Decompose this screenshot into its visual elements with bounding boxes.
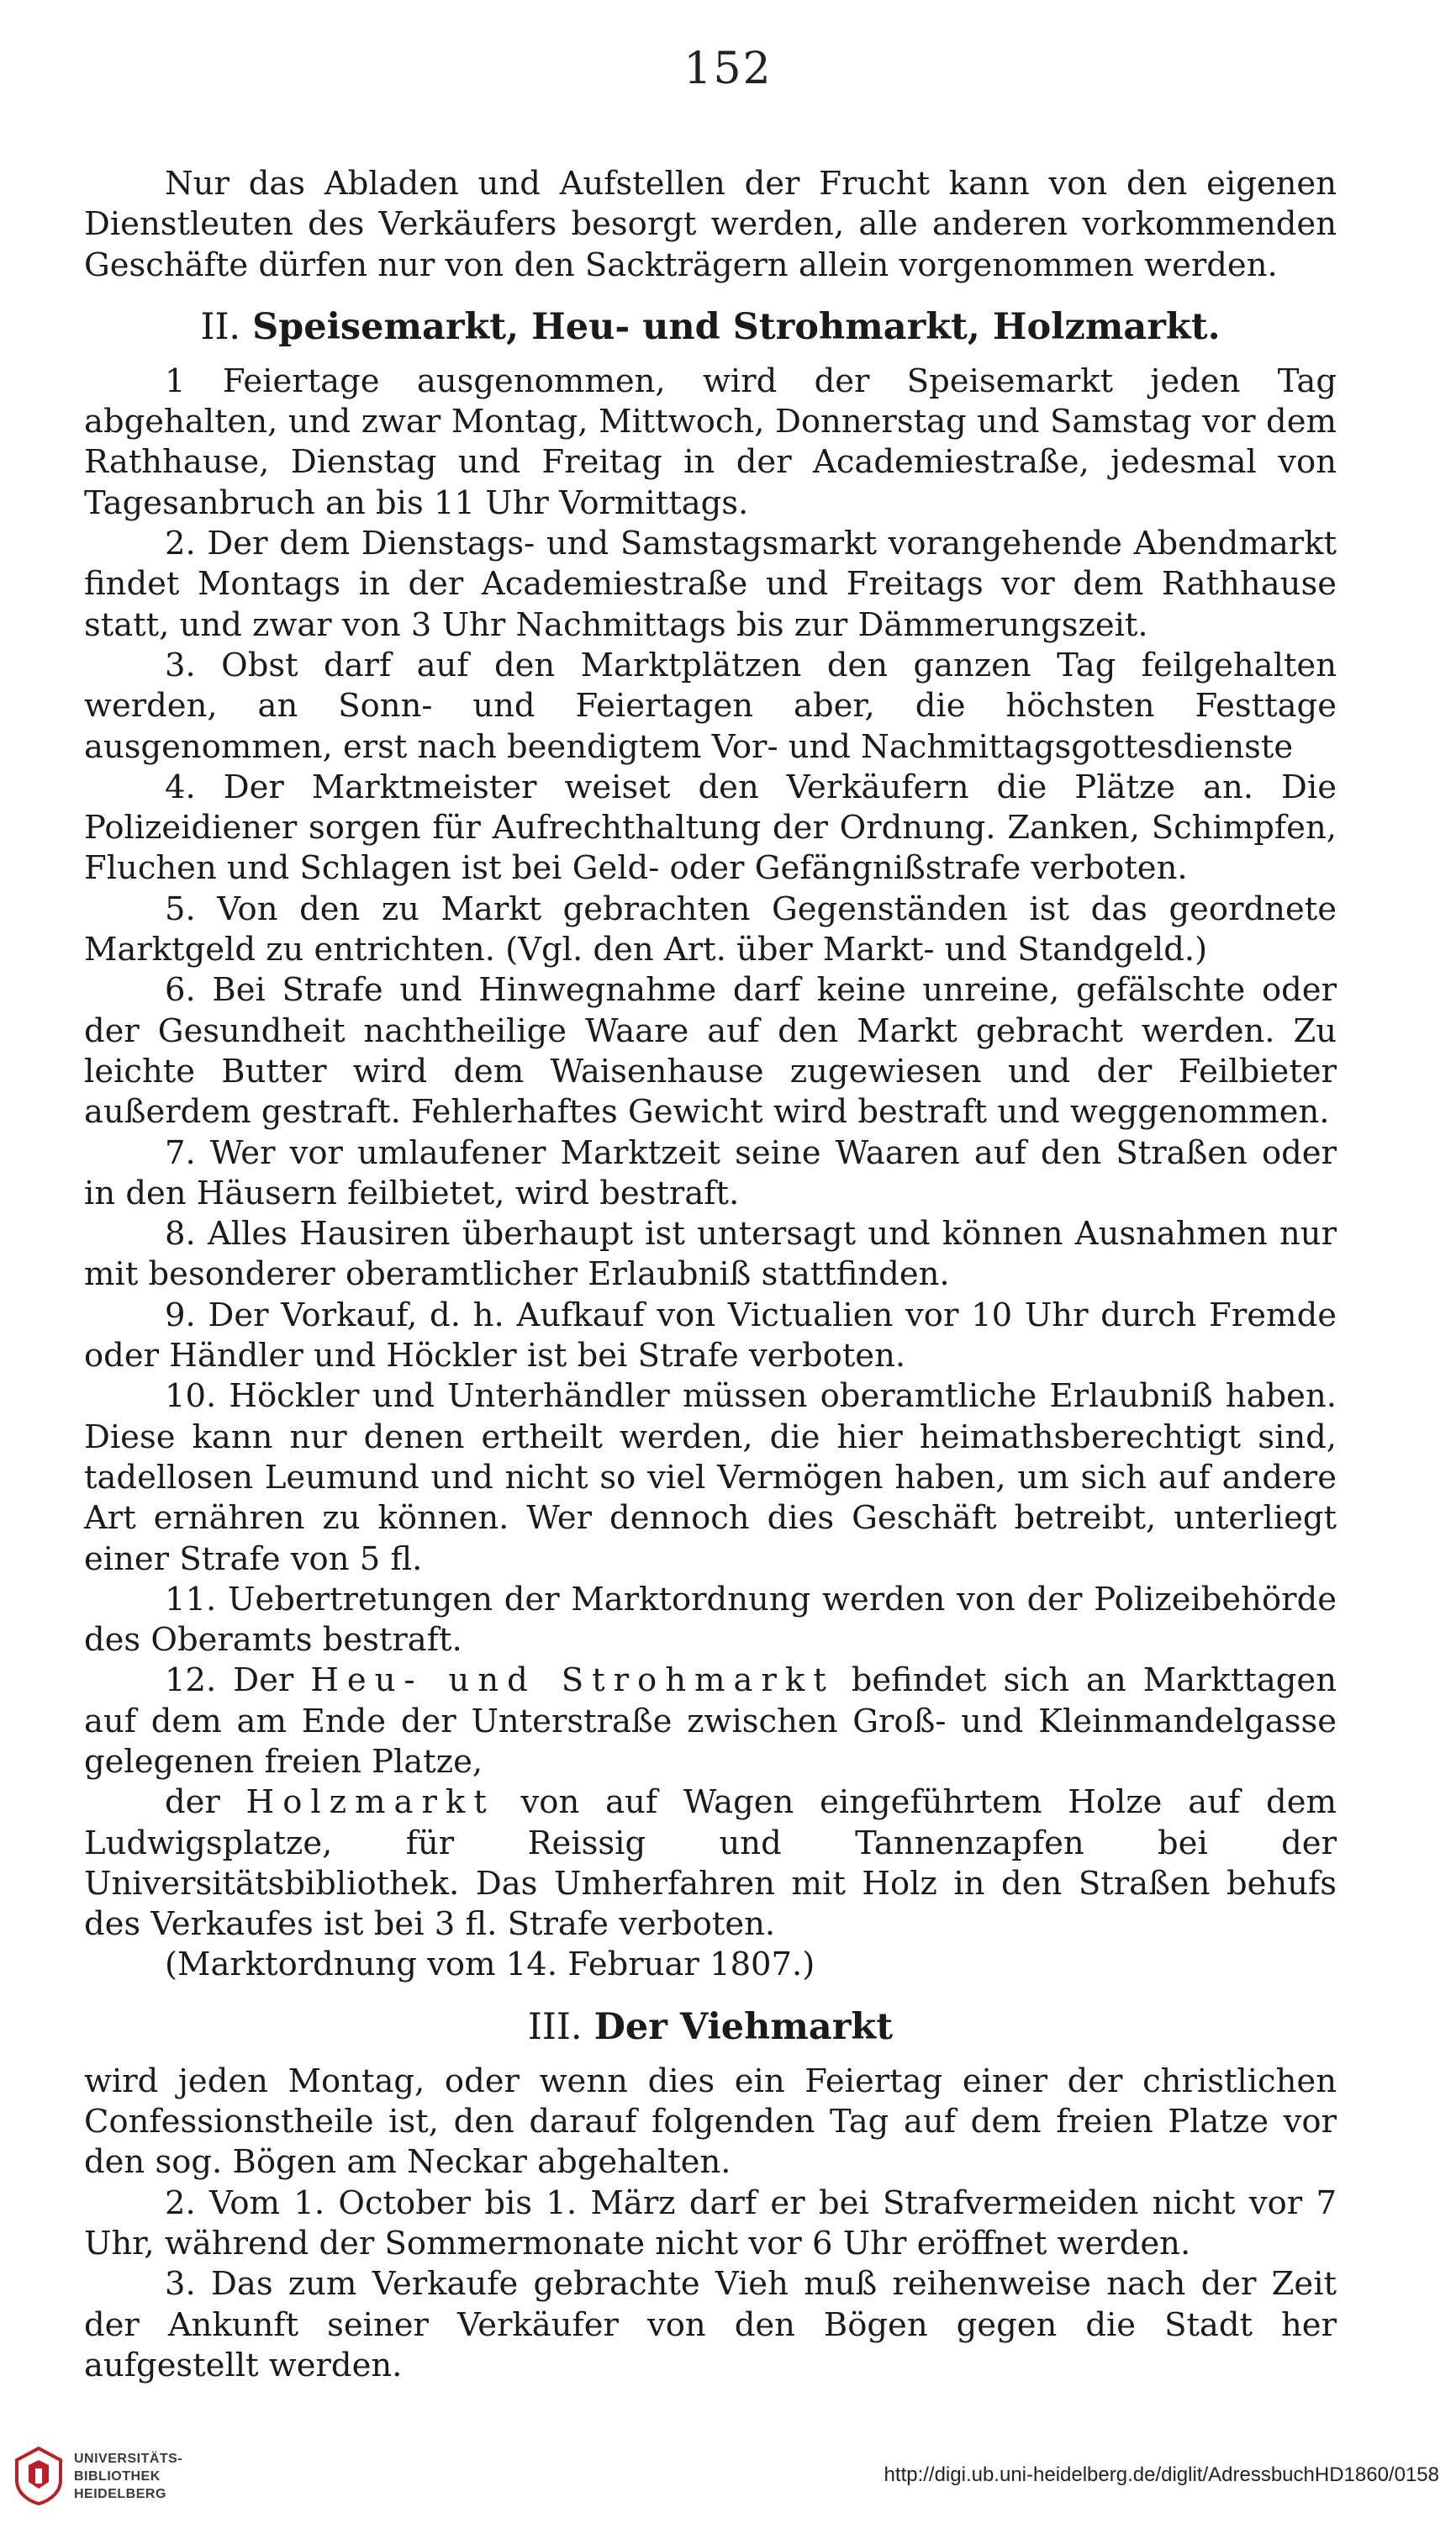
paragraph-12a xyxy=(84,1660,1337,1782)
logo-line-1: UNIVERSITÄTS- xyxy=(74,2452,183,2466)
paragraph-2: 2. Der dem Dienstags- und Samstagsmarkt vorangehende Abendmarkt findet Montags in der Academiestraße und Freitags vor dem Rathhause statt, und zwar von 3 Uhr Nachmittags bis zur Dämmerungszeit. xyxy=(84,525,1337,644)
viehmarkt-paragraph-3: 3. Das zum Verkaufe gebrachte Vieh muß reihenweise nach der Zeit der Ankunft seiner Verkäufer von den Bögen gegen die Stadt her aufgestellt werden. xyxy=(84,2265,1337,2384)
library-name xyxy=(74,2450,182,2503)
p12b-post: von auf Wagen eingeführtem Holze auf dem Ludwigsplatze, für Reissig und Tannenzapfen bei der Universitätsbibliothek. Das Umherfahren mit Holz in den Straßen behufs des Verkaufes ist bei 3 fl. Strafe verboten. xyxy=(84,1783,1337,1944)
paragraph-5: 5. Von den zu Markt gebrachten Gegenständen ist das geordnete Marktgeld zu entrichten. (Vgl. den Art. über Markt- und Standgeld.) xyxy=(84,890,1337,969)
logo-line-3: HEIDELBERG xyxy=(74,2487,166,2501)
paragraph-6: 6. Bei Strafe und Hinwegnahme darf keine unreine, gefälschte oder der Gesundheit nachtheilige Waare auf den Markt gebracht werden. Zu leichte Butter wird dem Waisenhause zugewiesen und der Feilbieter außerdem gestraft. Fehlerhaftes Gewicht wird bestraft und weggenommen. xyxy=(84,971,1337,1132)
source-url-link[interactable]: http://digi.ub.uni-heidelberg.de/diglit/AdressbuchHD1860/0158 xyxy=(884,2463,1439,2486)
section-heading-3 xyxy=(84,2004,1337,2050)
paragraph-7: 7. Wer vor umlaufener Marktzeit seine Waaren auf den Straßen oder in den Häusern feilbietet, wird bestraft. xyxy=(84,1133,1337,1212)
document-body xyxy=(84,164,1337,2386)
library-logo[interactable] xyxy=(12,2445,188,2505)
logo-line-2: BIBLIOTHEK xyxy=(74,2469,161,2484)
paragraph-11: 11. Uebertretungen der Marktordnung werden von der Polizeibehörde des Oberamts bestraft. xyxy=(84,1580,1337,1660)
paragraph-8: 8. Alles Hausiren überhaupt ist untersagt und können Ausnahmen nur mit besonderer oberamtlicher Erlaubniß stattfinden. xyxy=(84,1215,1337,1294)
source-citation: (Marktordnung vom 14. Februar 1807.) xyxy=(165,1946,815,1984)
paragraph-12b xyxy=(84,1782,1337,1945)
page-footer xyxy=(0,2421,1456,2529)
p12a-pre: 12. Der xyxy=(165,1661,311,1700)
holzmarkt-term: Holzmarkt xyxy=(245,1783,495,1822)
section-number: II. xyxy=(200,305,241,348)
section-heading-2 xyxy=(84,304,1337,350)
viehmarkt-paragraph-2: 2. Vom 1. October bis 1. März darf er bei Strafvermeiden nicht vor 7 Uhr, während der Sommermonate nicht vor 6 Uhr eröffnet werden. xyxy=(84,2183,1337,2262)
page-number: 152 xyxy=(683,44,773,94)
paragraph-3: 3. Obst darf auf den Marktplätzen den ganzen Tag feilgehalten werden, an Sonn- und Feiertagen aber, die höchsten Festtage ausgenommen, erst nach beendigtem Vor- und Nachmittagsgottesdienste xyxy=(84,646,1337,766)
p12b-pre: der xyxy=(165,1783,246,1822)
section-number: III. xyxy=(527,2005,583,2048)
section-title: Der Viehmarkt xyxy=(593,2005,894,2048)
paragraph-4: 4. Der Marktmeister weiset den Verkäufern die Plätze an. Die Polizeidiener sorgen für Aufrechthaltung der Ordnung. Zanken, Schimpfen, Fluchen und Schlagen ist bei Geld- oder Gefängnißstrafe verboten. xyxy=(84,768,1337,888)
section-title: Speisemarkt, Heu- und Strohmarkt, Holzmarkt. xyxy=(252,305,1221,348)
paragraph-9: 9. Der Vorkauf, d. h. Aufkauf von Victualien vor 10 Uhr durch Fremde oder Händler und Höckler ist bei Strafe verboten. xyxy=(84,1296,1337,1375)
viehmarkt-paragraph-1: wird jeden Montag, oder wenn dies ein Feiertag einer der christlichen Confessionstheile ist, den darauf folgenden Tag auf dem freien Platze vor den sog. Bögen am Neckar abgehalten. xyxy=(84,2062,1337,2182)
heu-strohmarkt-term: Heu- und Strohmarkt xyxy=(310,1661,835,1700)
library-seal-icon xyxy=(12,2445,66,2505)
p12a-post: befindet sich an Markttagen auf dem am Ende der Unterstraße zwischen Groß- und Kleinmandelgasse gelegenen freien Platze, xyxy=(84,1661,1337,1781)
intro-paragraph: Nur das Abladen und Aufstellen der Frucht kann von den eigenen Dienstleuten des Verkäufers besorgt werden, alle anderen vorkommenden Geschäfte dürfen nur von den Sackträgern allein vorgenommen werden. xyxy=(84,165,1337,284)
paragraph-1: 1 Feiertage ausgenommen, wird der Speisemarkt jeden Tag abgehalten, und zwar Montag, Mittwoch, Donnerstag und Samstag vor dem Rathhause, Dienstag und Freitag in der Academiestraße, jedesmal von Tagesanbruch an bis 11 Uhr Vormittags. xyxy=(84,362,1337,522)
paragraph-10: 10. Höckler und Unterhändler müssen oberamtliche Erlaubniß haben. Diese kann nur denen ertheilt werden, die hier heimathsberechtigt sind, tadellosen Leumund und nicht so viel Vermögen haben, um sich auf andere Art ernähren zu können. Wer dennoch dies Geschäft betreibt, unterliegt einer Strafe von 5 fl. xyxy=(84,1377,1337,1578)
